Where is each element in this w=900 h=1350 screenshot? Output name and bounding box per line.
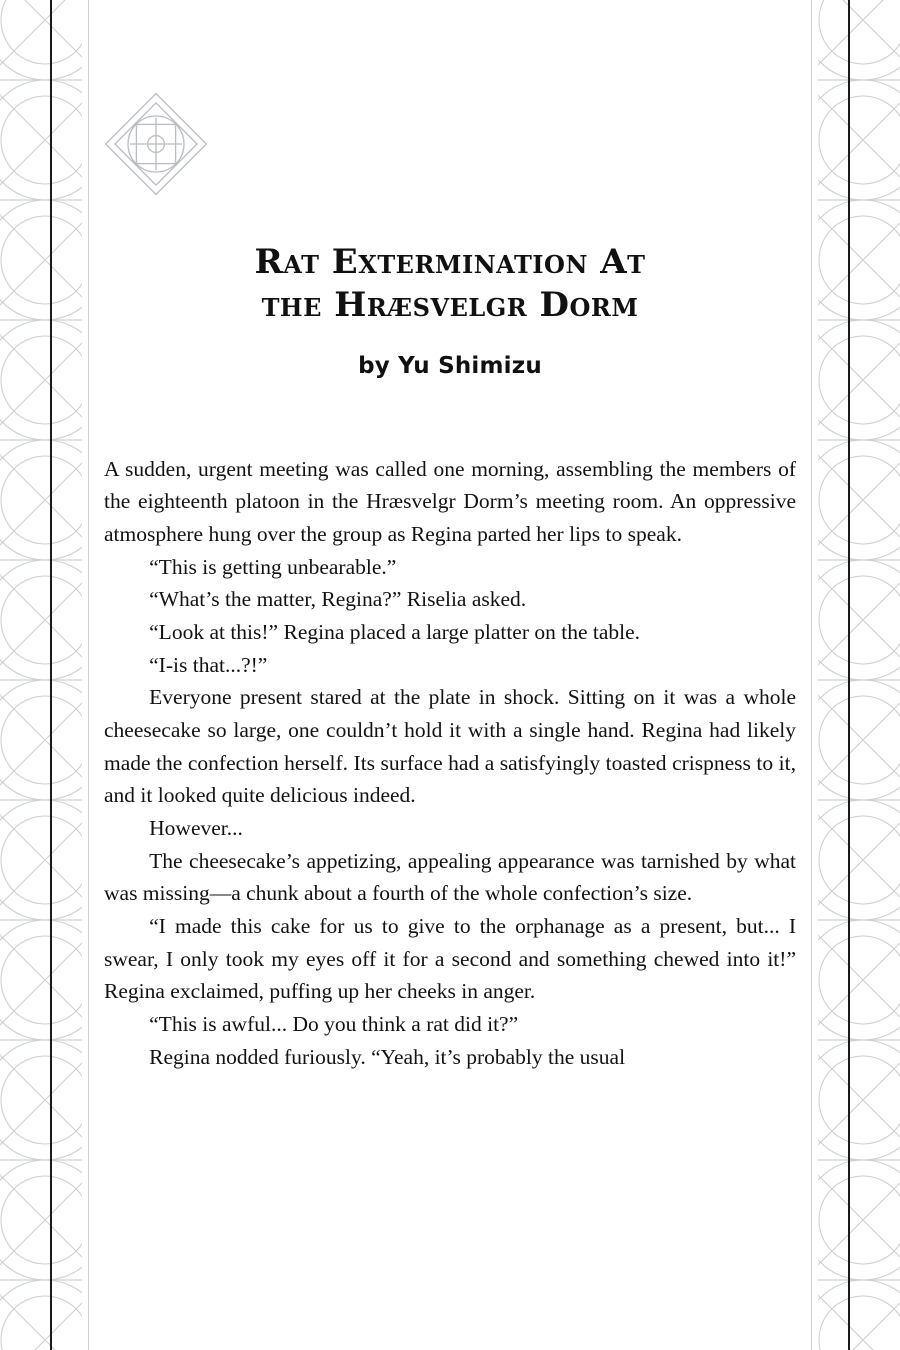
lattice-pattern-icon xyxy=(818,0,900,1350)
story-body xyxy=(104,453,796,1074)
page-content xyxy=(100,0,800,1350)
paragraph: “This is awful... Do you think a rat did it?” xyxy=(149,1012,519,1037)
right-inner-rule xyxy=(811,0,812,1350)
left-inner-rule xyxy=(88,0,89,1350)
paragraph: “I made this cake for us to give to the orphanage as a present, but... I swear, I only took my eyes off it for a second and something chewed into it!” Regina exclaimed, puffing up her cheeks in anger. xyxy=(104,914,796,1004)
paragraph: “Look at this!” Regina placed a large platter on the table. xyxy=(149,620,641,645)
right-ornament-band xyxy=(818,0,900,1350)
paragraph: However... xyxy=(149,816,243,841)
title-line-1: Rat Extermination At xyxy=(254,242,646,282)
title-line-2: the Hræsvelgr Dorm xyxy=(261,284,639,325)
right-frame-rule xyxy=(848,0,850,1350)
byline: by Yu Shimizu xyxy=(358,352,542,379)
left-frame-rule xyxy=(50,0,52,1350)
paragraph: Everyone present stared at the plate in shock. Sitting on it was a whole cheesecake so large, one couldn’t hold it with a single hand. Regina had likely made the confection herself. Its surface had a satisfyingly toasted crispness to it, and it looked quite delicious indeed. xyxy=(104,685,796,808)
paragraph: “I-is that...?!” xyxy=(149,652,268,677)
page-title xyxy=(100,241,800,327)
diamond-rosette-ornament-icon xyxy=(100,88,212,200)
paragraph: “This is getting unbearable.” xyxy=(149,554,397,579)
lattice-pattern-icon xyxy=(0,0,82,1350)
left-ornament-band xyxy=(0,0,82,1350)
paragraph: A sudden, urgent meeting was called one morning, assembling the members of the eighteenth platoon in the Hræsvelgr Dorm’s meeting room. An oppressive atmosphere hung over the group as Regina parted her lips to speak. xyxy=(104,456,796,546)
paragraph: The cheesecake’s appetizing, appealing appearance was tarnished by what was missing—a chunk about a fourth of the whole confection’s size. xyxy=(104,848,796,906)
paragraph: Regina nodded furiously. “Yeah, it’s probably the usual xyxy=(149,1044,626,1069)
paragraph: “What’s the matter, Regina?” Riselia asked. xyxy=(149,587,527,612)
